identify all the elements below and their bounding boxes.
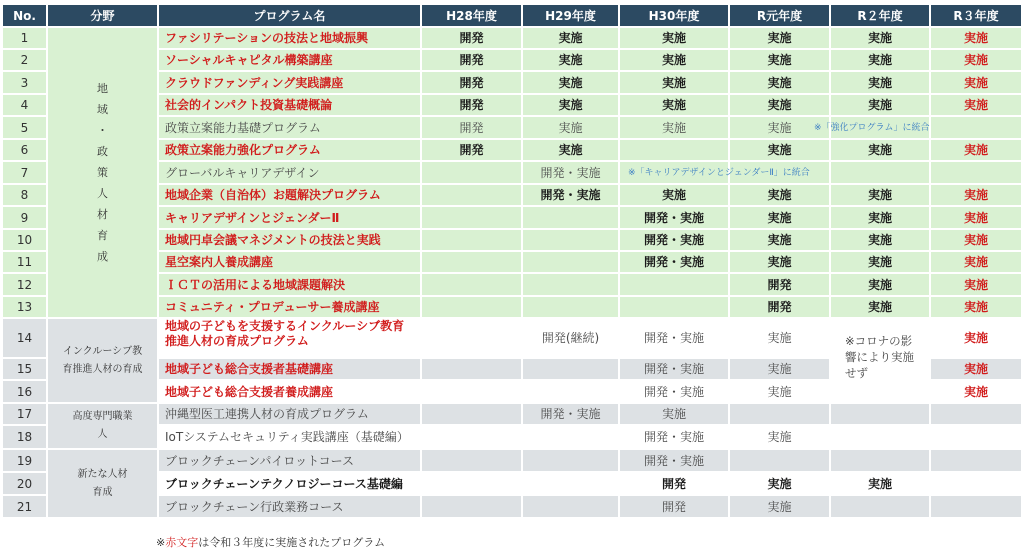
year-cell-1 — [422, 185, 521, 205]
year-cell-1 — [422, 359, 521, 379]
year-cell-5 — [831, 404, 929, 424]
year-cell-3: 実施 — [620, 185, 728, 205]
header-5: H30年度 — [620, 5, 728, 26]
year-cell-4: 実施 — [730, 426, 829, 448]
year-cell-3: 開発・実施 — [620, 450, 728, 471]
year-cell-4: 実施 — [730, 496, 829, 517]
year-cell-5: 実施 — [831, 207, 929, 228]
year-cell-1 — [422, 496, 521, 517]
row-number: 19 — [3, 450, 46, 471]
year-cell-4: 実施 — [730, 207, 829, 228]
year-cell-5: 実施 — [831, 95, 929, 115]
corona-note: ※コロナの影響により実施せず — [831, 319, 929, 402]
program-name: 沖縄型医工連携人材の育成プログラム — [159, 404, 420, 424]
year-cell-6: 実施 — [931, 72, 1021, 93]
year-cell-4: 開発 — [730, 297, 829, 317]
year-cell-4: 実施 — [730, 252, 829, 272]
year-cell-3: 実施 — [620, 404, 728, 424]
header-1: 分野 — [48, 5, 157, 26]
year-cell-3: 実施 — [620, 95, 728, 115]
year-cell-1 — [422, 426, 521, 448]
year-cell-5: 実施 — [831, 28, 929, 48]
year-cell-5: 実施 — [831, 140, 929, 160]
row-number: 10 — [3, 230, 46, 250]
year-cell-5: 実施 — [831, 297, 929, 317]
field-char: 策 — [97, 166, 108, 179]
year-cell-5: 実施 — [831, 185, 929, 205]
year-cell-6: 実施 — [931, 252, 1021, 272]
year-cell-2 — [523, 274, 618, 295]
year-cell-4: 実施 — [730, 95, 829, 115]
year-cell-3: 実施 — [620, 50, 728, 70]
year-cell-1 — [422, 450, 521, 471]
year-cell-6: 実施 — [931, 140, 1021, 160]
year-cell-3: 開発・実施 — [620, 207, 728, 228]
year-cell-2 — [523, 381, 618, 402]
program-name: 星空案内人養成講座 — [159, 252, 420, 272]
program-name: 政策立案能力強化プログラム — [159, 140, 420, 160]
year-cell-5: 実施 — [831, 230, 929, 250]
year-cell-2 — [523, 252, 618, 272]
program-name — [159, 319, 420, 357]
year-cell-1: 開発 — [422, 117, 521, 138]
program-name: 地域企業（自治体）お題解決プログラム — [159, 185, 420, 205]
program-name: 地域子ども総合支援者養成講座 — [159, 381, 420, 402]
year-cell-4: 実施 — [730, 50, 829, 70]
field-char: 成 — [97, 250, 108, 263]
program-name: ブロックチェーンテクノロジーコース基礎編 — [159, 473, 420, 494]
year-cell-4: 開発 — [730, 274, 829, 295]
header-7: R２年度 — [831, 5, 929, 26]
year-cell-3: 開発・実施 — [620, 319, 728, 357]
year-cell-2: 実施 — [523, 28, 618, 48]
year-cell-1: 開発 — [422, 50, 521, 70]
row-number: 2 — [3, 50, 46, 70]
field-char: 域 — [97, 103, 108, 116]
note-row5: ※「強化プログラム」に統合 — [814, 122, 930, 133]
year-cell-6 — [931, 496, 1021, 517]
program-name: 地域子ども総合支援者基礎講座 — [159, 359, 420, 379]
field-inclusive-education: インクルーシブ教育推進人材の育成 — [48, 319, 157, 402]
year-cell-6: 実施 — [931, 28, 1021, 48]
program-name-line: 地域の子どもを支援するインクルーシブ教育 — [165, 319, 405, 333]
program-name: ブロックチェーンパイロットコース — [159, 450, 420, 471]
row-number: 9 — [3, 207, 46, 228]
year-cell-6: 実施 — [931, 274, 1021, 295]
year-cell-1: 開発 — [422, 140, 521, 160]
year-cell-1: 開発 — [422, 72, 521, 93]
year-cell-3: 実施 — [620, 72, 728, 93]
field-char: 地 — [97, 82, 108, 95]
program-name: IoTシステムセキュリティ実践講座（基礎編） — [159, 426, 420, 448]
row-number: 11 — [3, 252, 46, 272]
year-cell-2: 実施 — [523, 72, 618, 93]
row-number: 14 — [3, 319, 46, 357]
field-char: 人 — [97, 187, 108, 200]
year-cell-4: 実施 — [730, 359, 829, 379]
year-cell-1 — [422, 381, 521, 402]
year-cell-6: 実施 — [931, 359, 1021, 379]
field-char: 政 — [97, 145, 108, 158]
program-name: グローバルキャリアデザイン — [159, 162, 420, 183]
year-cell-2: 開発・実施 — [523, 404, 618, 424]
row-number: 1 — [3, 28, 46, 48]
header-0: No. — [3, 5, 46, 26]
year-cell-1 — [422, 297, 521, 317]
year-cell-6 — [931, 404, 1021, 424]
year-cell-2 — [523, 297, 618, 317]
row-number: 8 — [3, 185, 46, 205]
field-char: 育 — [97, 229, 108, 242]
year-cell-2: 開発・実施 — [523, 185, 618, 205]
year-cell-4: 実施 — [730, 230, 829, 250]
year-cell-4: 実施 — [730, 185, 829, 205]
year-cell-3: 開発・実施 — [620, 252, 728, 272]
program-name: ＩＣＴの活用による地域課題解決 — [159, 274, 420, 295]
field-advanced-professional: 高度専門職業人 — [48, 404, 157, 448]
year-cell-5: 実施 — [831, 252, 929, 272]
year-cell-5: 実施 — [831, 72, 929, 93]
field-char: ・ — [97, 124, 108, 137]
program-name: クラウドファンディング実践講座 — [159, 72, 420, 93]
year-cell-1 — [422, 319, 521, 357]
year-cell-2 — [523, 230, 618, 250]
year-cell-1 — [422, 404, 521, 424]
program-name: 地域円卓会議マネジメントの技法と実践 — [159, 230, 420, 250]
year-cell-2 — [523, 473, 618, 494]
row-number: 6 — [3, 140, 46, 160]
year-cell-4: 実施 — [730, 28, 829, 48]
program-name-line: 推進人材の育成プログラム — [165, 334, 309, 348]
year-cell-2: 実施 — [523, 117, 618, 138]
year-cell-4 — [730, 450, 829, 471]
year-cell-3: 開発 — [620, 473, 728, 494]
year-cell-1: 開発 — [422, 95, 521, 115]
header-6: R元年度 — [730, 5, 829, 26]
row-number: 3 — [3, 72, 46, 93]
year-cell-6: 実施 — [931, 319, 1021, 357]
year-cell-3: 開発・実施 — [620, 381, 728, 402]
header-3: H28年度 — [422, 5, 521, 26]
year-cell-3: 開発・実施 — [620, 230, 728, 250]
year-cell-1: 開発 — [422, 28, 521, 48]
year-cell-2: 開発・実施 — [523, 162, 618, 183]
year-cell-5: 実施 — [831, 473, 929, 494]
header-2: プログラム名 — [159, 5, 420, 26]
header-8: R３年度 — [931, 5, 1021, 26]
row-number: 15 — [3, 359, 46, 379]
year-cell-5 — [831, 450, 929, 471]
row-number: 12 — [3, 274, 46, 295]
year-cell-5: 実施 — [831, 50, 929, 70]
year-cell-3 — [620, 274, 728, 295]
row-number: 13 — [3, 297, 46, 317]
year-cell-2: 実施 — [523, 50, 618, 70]
year-cell-3 — [620, 297, 728, 317]
year-cell-5: 実施 — [831, 274, 929, 295]
year-cell-6 — [931, 426, 1021, 448]
year-cell-3: 開発・実施 — [620, 359, 728, 379]
year-cell-4: 実施 — [730, 473, 829, 494]
year-cell-6: 実施 — [931, 185, 1021, 205]
program-name: 社会的インパクト投資基礎概論 — [159, 95, 420, 115]
year-cell-1 — [422, 207, 521, 228]
row-number: 20 — [3, 473, 46, 494]
year-cell-1 — [422, 274, 521, 295]
year-cell-2: 実施 — [523, 95, 618, 115]
field-new-human-resources: 新たな人材育成 — [48, 450, 157, 517]
year-cell-4: 実施 — [730, 140, 829, 160]
row-number: 17 — [3, 404, 46, 424]
year-cell-3: 実施 — [620, 117, 728, 138]
year-cell-3: 開発 — [620, 496, 728, 517]
row-number: 18 — [3, 426, 46, 448]
footer-red-text: 赤文字 — [165, 536, 199, 549]
year-cell-6: 実施 — [931, 207, 1021, 228]
year-cell-4: 実施 — [730, 72, 829, 93]
program-name: ソーシャルキャピタル構築講座 — [159, 50, 420, 70]
row-number: 4 — [3, 95, 46, 115]
program-name: ファシリテーションの技法と地域振興 — [159, 28, 420, 48]
row-number: 16 — [3, 381, 46, 402]
year-cell-1 — [422, 230, 521, 250]
year-cell-2 — [523, 450, 618, 471]
year-cell-2 — [523, 496, 618, 517]
header-4: H29年度 — [523, 5, 618, 26]
year-cell-3: 実施 — [620, 28, 728, 48]
year-cell-1 — [422, 473, 521, 494]
year-cell-6: 実施 — [931, 230, 1021, 250]
year-cell-6: 実施 — [931, 297, 1021, 317]
year-cell-2: 開発(継続) — [523, 319, 618, 357]
row-number: 7 — [3, 162, 46, 183]
year-cell-6 — [931, 162, 1021, 183]
year-cell-4: 実施 — [730, 381, 829, 402]
year-cell-1 — [422, 162, 521, 183]
year-cell-5 — [831, 426, 929, 448]
year-cell-6 — [931, 450, 1021, 471]
program-name: キャリアデザインとジェンダーⅡ — [159, 207, 420, 228]
year-cell-4 — [730, 404, 829, 424]
year-cell-2: 実施 — [523, 140, 618, 160]
program-name: コミュニティ・プロデューサー養成講座 — [159, 297, 420, 317]
year-cell-4: 実施 — [730, 117, 829, 138]
year-cell-2 — [523, 426, 618, 448]
year-cell-1 — [422, 252, 521, 272]
row-number: 5 — [3, 117, 46, 138]
program-name: ブロックチェーン行政業務コース — [159, 496, 420, 517]
year-cell-6: 実施 — [931, 95, 1021, 115]
year-cell-6: 実施 — [931, 50, 1021, 70]
year-cell-2 — [523, 359, 618, 379]
note-row7: ※「キャリアデザインとジェンダーⅡ」に統合 — [628, 167, 810, 178]
footer-note: ※赤文字は令和３年度に実施されたプログラム — [156, 536, 386, 549]
year-cell-4: 実施 — [730, 319, 829, 357]
year-cell-2 — [523, 207, 618, 228]
program-name: 政策立案能力基礎プログラム — [159, 117, 420, 138]
field-char: 材 — [97, 208, 108, 221]
field-regional-policy — [48, 28, 157, 317]
year-cell-6: 実施 — [931, 381, 1021, 402]
year-cell-5 — [831, 496, 929, 517]
year-cell-3: 開発・実施 — [620, 426, 728, 448]
row-number: 21 — [3, 496, 46, 517]
year-cell-6 — [931, 473, 1021, 494]
year-cell-3 — [620, 140, 728, 160]
